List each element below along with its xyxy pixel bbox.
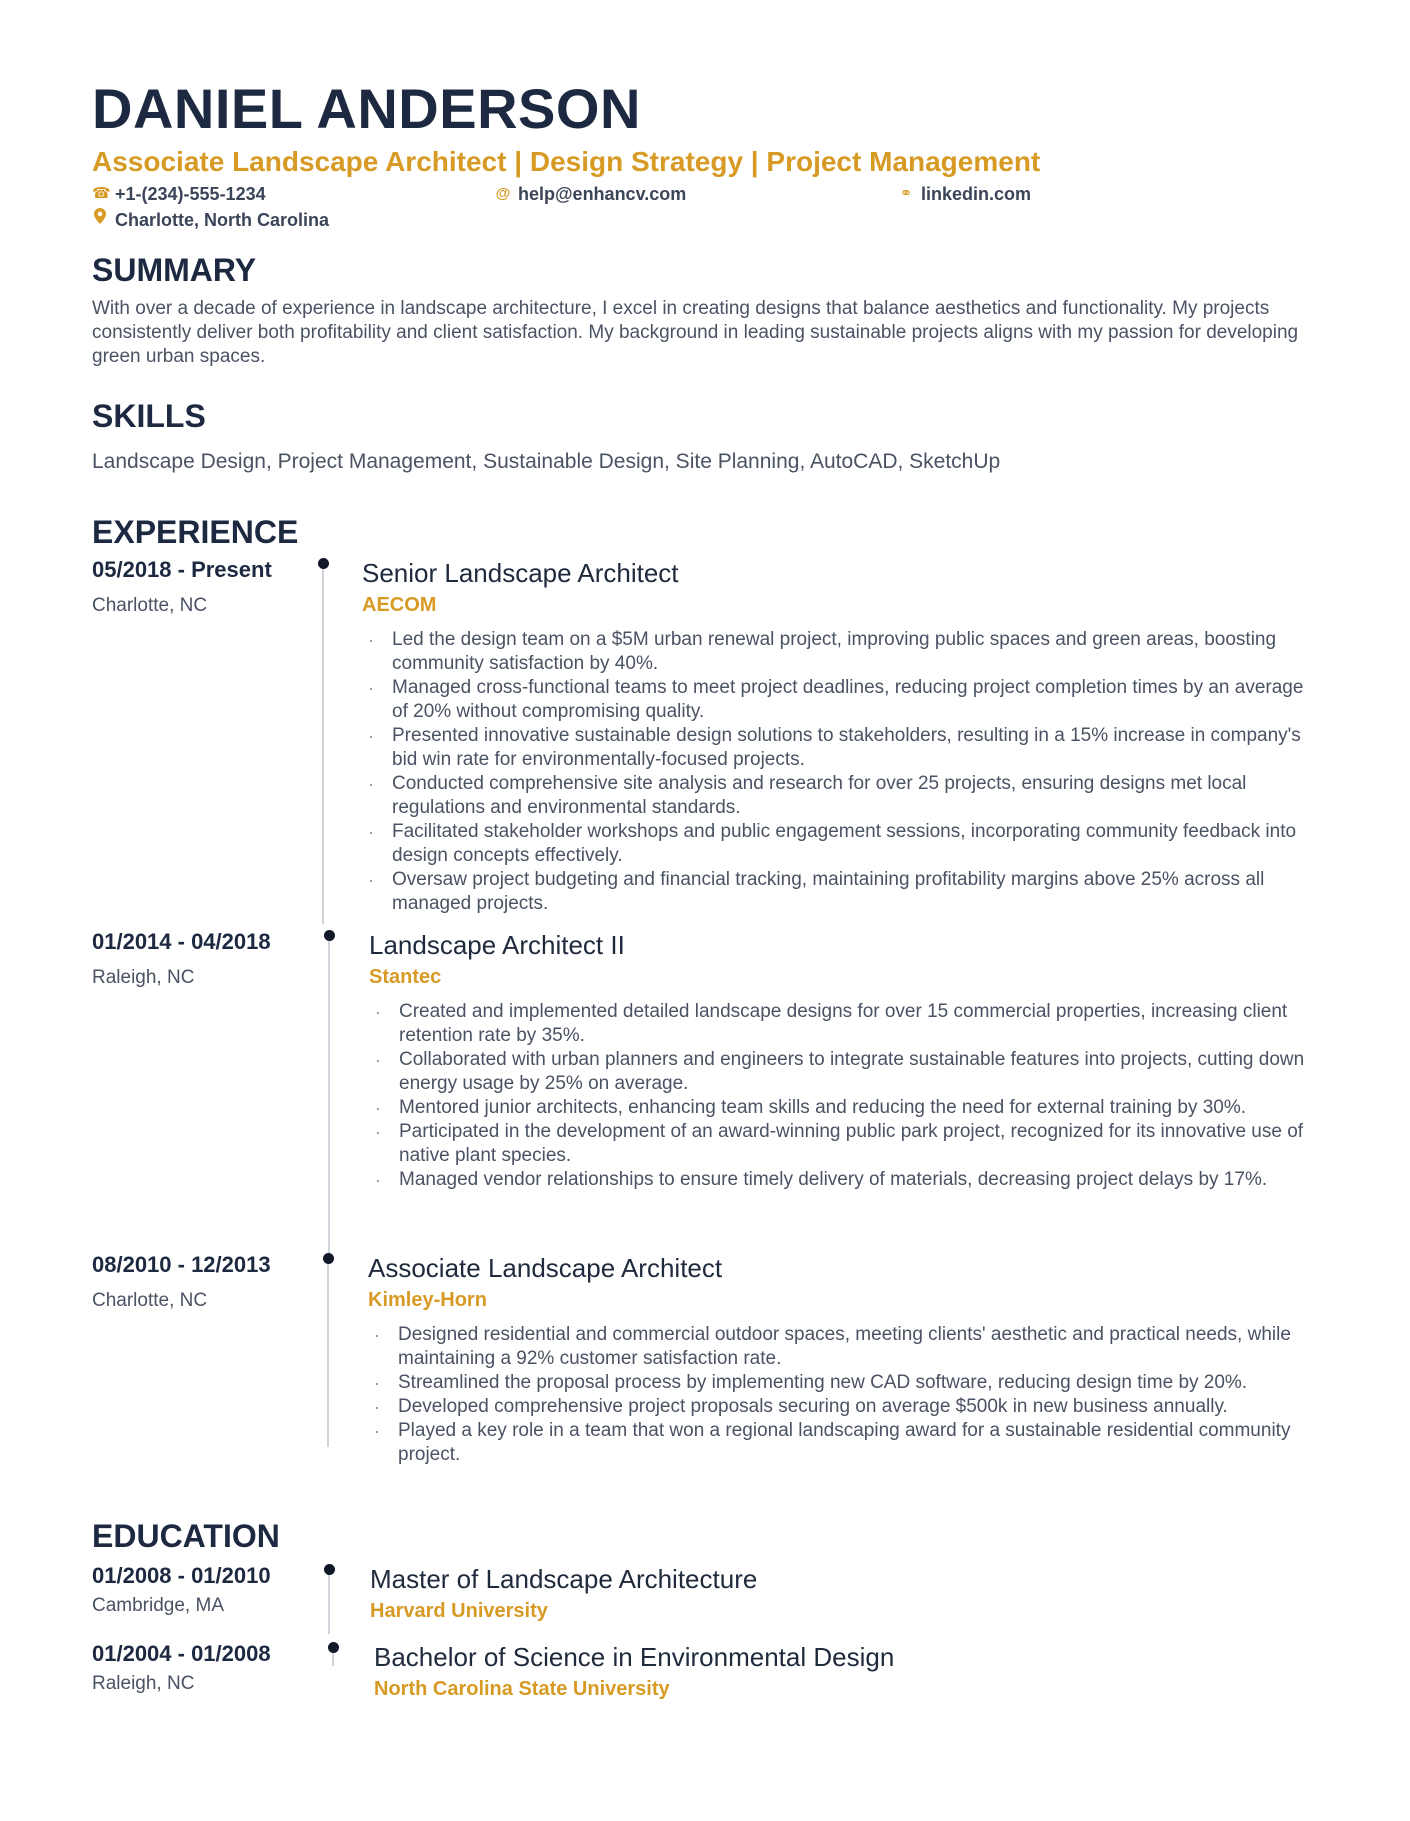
- company-name: Kimley-Horn: [368, 1289, 487, 1311]
- job-title: Senior Landscape Architect: [362, 558, 679, 588]
- contact-email[interactable]: [495, 182, 686, 206]
- link-text: linkedin.com: [921, 184, 1032, 204]
- degree-title: Bachelor of Science in Environmental Design: [374, 1642, 895, 1672]
- entry-date: 01/2004 - 01/2008: [92, 1641, 271, 1666]
- bullet-list: [362, 628, 1322, 916]
- entry-location: Charlotte, NC: [92, 595, 208, 616]
- timeline-line: [322, 568, 324, 924]
- education-heading: EDUCATION: [92, 1518, 280, 1554]
- at-icon: @: [495, 185, 511, 202]
- contact-info: [92, 182, 1322, 234]
- link-icon: ⚭: [899, 185, 913, 202]
- contact-link[interactable]: [898, 182, 1031, 206]
- timeline-line: [332, 1652, 334, 1666]
- bullet-list: [368, 1323, 1322, 1467]
- company-name: Stantec: [369, 966, 442, 988]
- location-text: Charlotte, North Carolina: [115, 210, 330, 230]
- list-item: · Created and implemented detailed landscape designs for over 15 commercial properties, increasing client retention rate by 35%.: [369, 1000, 1322, 1048]
- phone-icon: ☎: [92, 185, 111, 202]
- timeline-dot: [323, 1253, 334, 1264]
- skills-text: Landscape Design, Project Management, Sustainable Design, Site Planning, AutoCAD, SketchUp: [92, 450, 1001, 473]
- list-item: · Streamlined the proposal process by implementing new CAD software, reducing design time by 20%.: [368, 1371, 1322, 1395]
- list-item: · Developed comprehensive project proposals securing on average $500k in new business annually.: [368, 1395, 1322, 1419]
- entry-location: Cambridge, MA: [92, 1595, 224, 1616]
- experience-heading: EXPERIENCE: [92, 514, 299, 550]
- phone-text: +1-(234)-555-1234: [115, 184, 266, 204]
- skills-heading: SKILLS: [92, 398, 206, 434]
- list-item: · Played a key role in a team that won a regional landscaping award for a sustainable residential community project.: [368, 1419, 1322, 1467]
- list-item: · Facilitated stakeholder workshops and public engagement sessions, incorporating community feedback into design concepts effectively.: [362, 820, 1322, 868]
- summary-text: With over a decade of experience in landscape architecture, I excel in creating designs that balance aesthetics and functionality. My projects consistently deliver both profitability and client satisfaction. My background in leading sustainable projects aligns with my passion for developing green urban spaces.: [92, 298, 1299, 367]
- list-item: · Led the design team on a $5M urban renewal project, improving public spaces and green areas, boosting community satisfaction by 40%.: [362, 628, 1322, 676]
- headline: Associate Landscape Architect | Design Strategy | Project Management: [92, 146, 1041, 177]
- list-item: · Presented innovative sustainable design solutions to stakeholders, resulting in a 15% increase in company's bid win rate for environmentally-focused projects.: [362, 724, 1322, 772]
- entry-location: Raleigh, NC: [92, 967, 195, 988]
- contact-phone[interactable]: [92, 182, 266, 206]
- school-name: Harvard University: [370, 1600, 548, 1622]
- contact-location: [92, 208, 329, 232]
- timeline-dot: [324, 1564, 335, 1575]
- list-item: · Mentored junior architects, enhancing team skills and reducing the need for external training by 30%.: [369, 1096, 1322, 1120]
- entry-location: Raleigh, NC: [92, 1673, 195, 1694]
- timeline-dot: [328, 1642, 339, 1653]
- list-item: · Conducted comprehensive site analysis and research for over 25 projects, ensuring designs met local regulations and environmental standards.: [362, 772, 1322, 820]
- company-name: AECOM: [362, 594, 437, 616]
- list-item: · Managed vendor relationships to ensure timely delivery of materials, decreasing project delays by 17%.: [369, 1168, 1322, 1192]
- timeline-line: [328, 1574, 330, 1634]
- entry-date: 01/2008 - 01/2010: [92, 1563, 271, 1588]
- timeline-dot: [324, 930, 335, 941]
- job-title: Landscape Architect II: [369, 930, 625, 960]
- list-item: · Oversaw project budgeting and financial tracking, maintaining profitability margins above 25% across all managed projects.: [362, 868, 1322, 916]
- entry-date: 08/2010 - 12/2013: [92, 1252, 271, 1277]
- list-item: · Designed residential and commercial outdoor spaces, meeting clients' aesthetic and practical needs, while maintaining a 92% customer satisfaction rate.: [368, 1323, 1322, 1371]
- timeline-line: [327, 1263, 329, 1447]
- timeline-dot: [318, 558, 329, 569]
- bullet-list: [369, 1000, 1322, 1192]
- entry-location: Charlotte, NC: [92, 1290, 208, 1311]
- list-item: · Managed cross-functional teams to meet project deadlines, reducing project completion times by an average of 20% without compromising quality.: [362, 676, 1322, 724]
- job-title: Associate Landscape Architect: [368, 1253, 723, 1283]
- summary-heading: SUMMARY: [92, 252, 257, 288]
- list-item: · Participated in the development of an award-winning public park project, recognized for its innovative use of native plant species.: [369, 1120, 1322, 1168]
- school-name: North Carolina State University: [374, 1678, 670, 1700]
- entry-date: 01/2014 - 04/2018: [92, 929, 271, 954]
- resume-page: [92, 76, 1322, 1700]
- entry-date: 05/2018 - Present: [92, 557, 272, 582]
- list-item: · Collaborated with urban planners and engineers to integrate sustainable features into projects, cutting down energy usage by 25% on average.: [369, 1048, 1322, 1096]
- email-text: help@enhancv.com: [518, 184, 687, 204]
- timeline-line: [328, 940, 330, 1258]
- degree-title: Master of Landscape Architecture: [370, 1564, 758, 1594]
- candidate-name: DANIEL ANDERSON: [92, 77, 641, 140]
- location-pin-icon: [92, 208, 108, 232]
